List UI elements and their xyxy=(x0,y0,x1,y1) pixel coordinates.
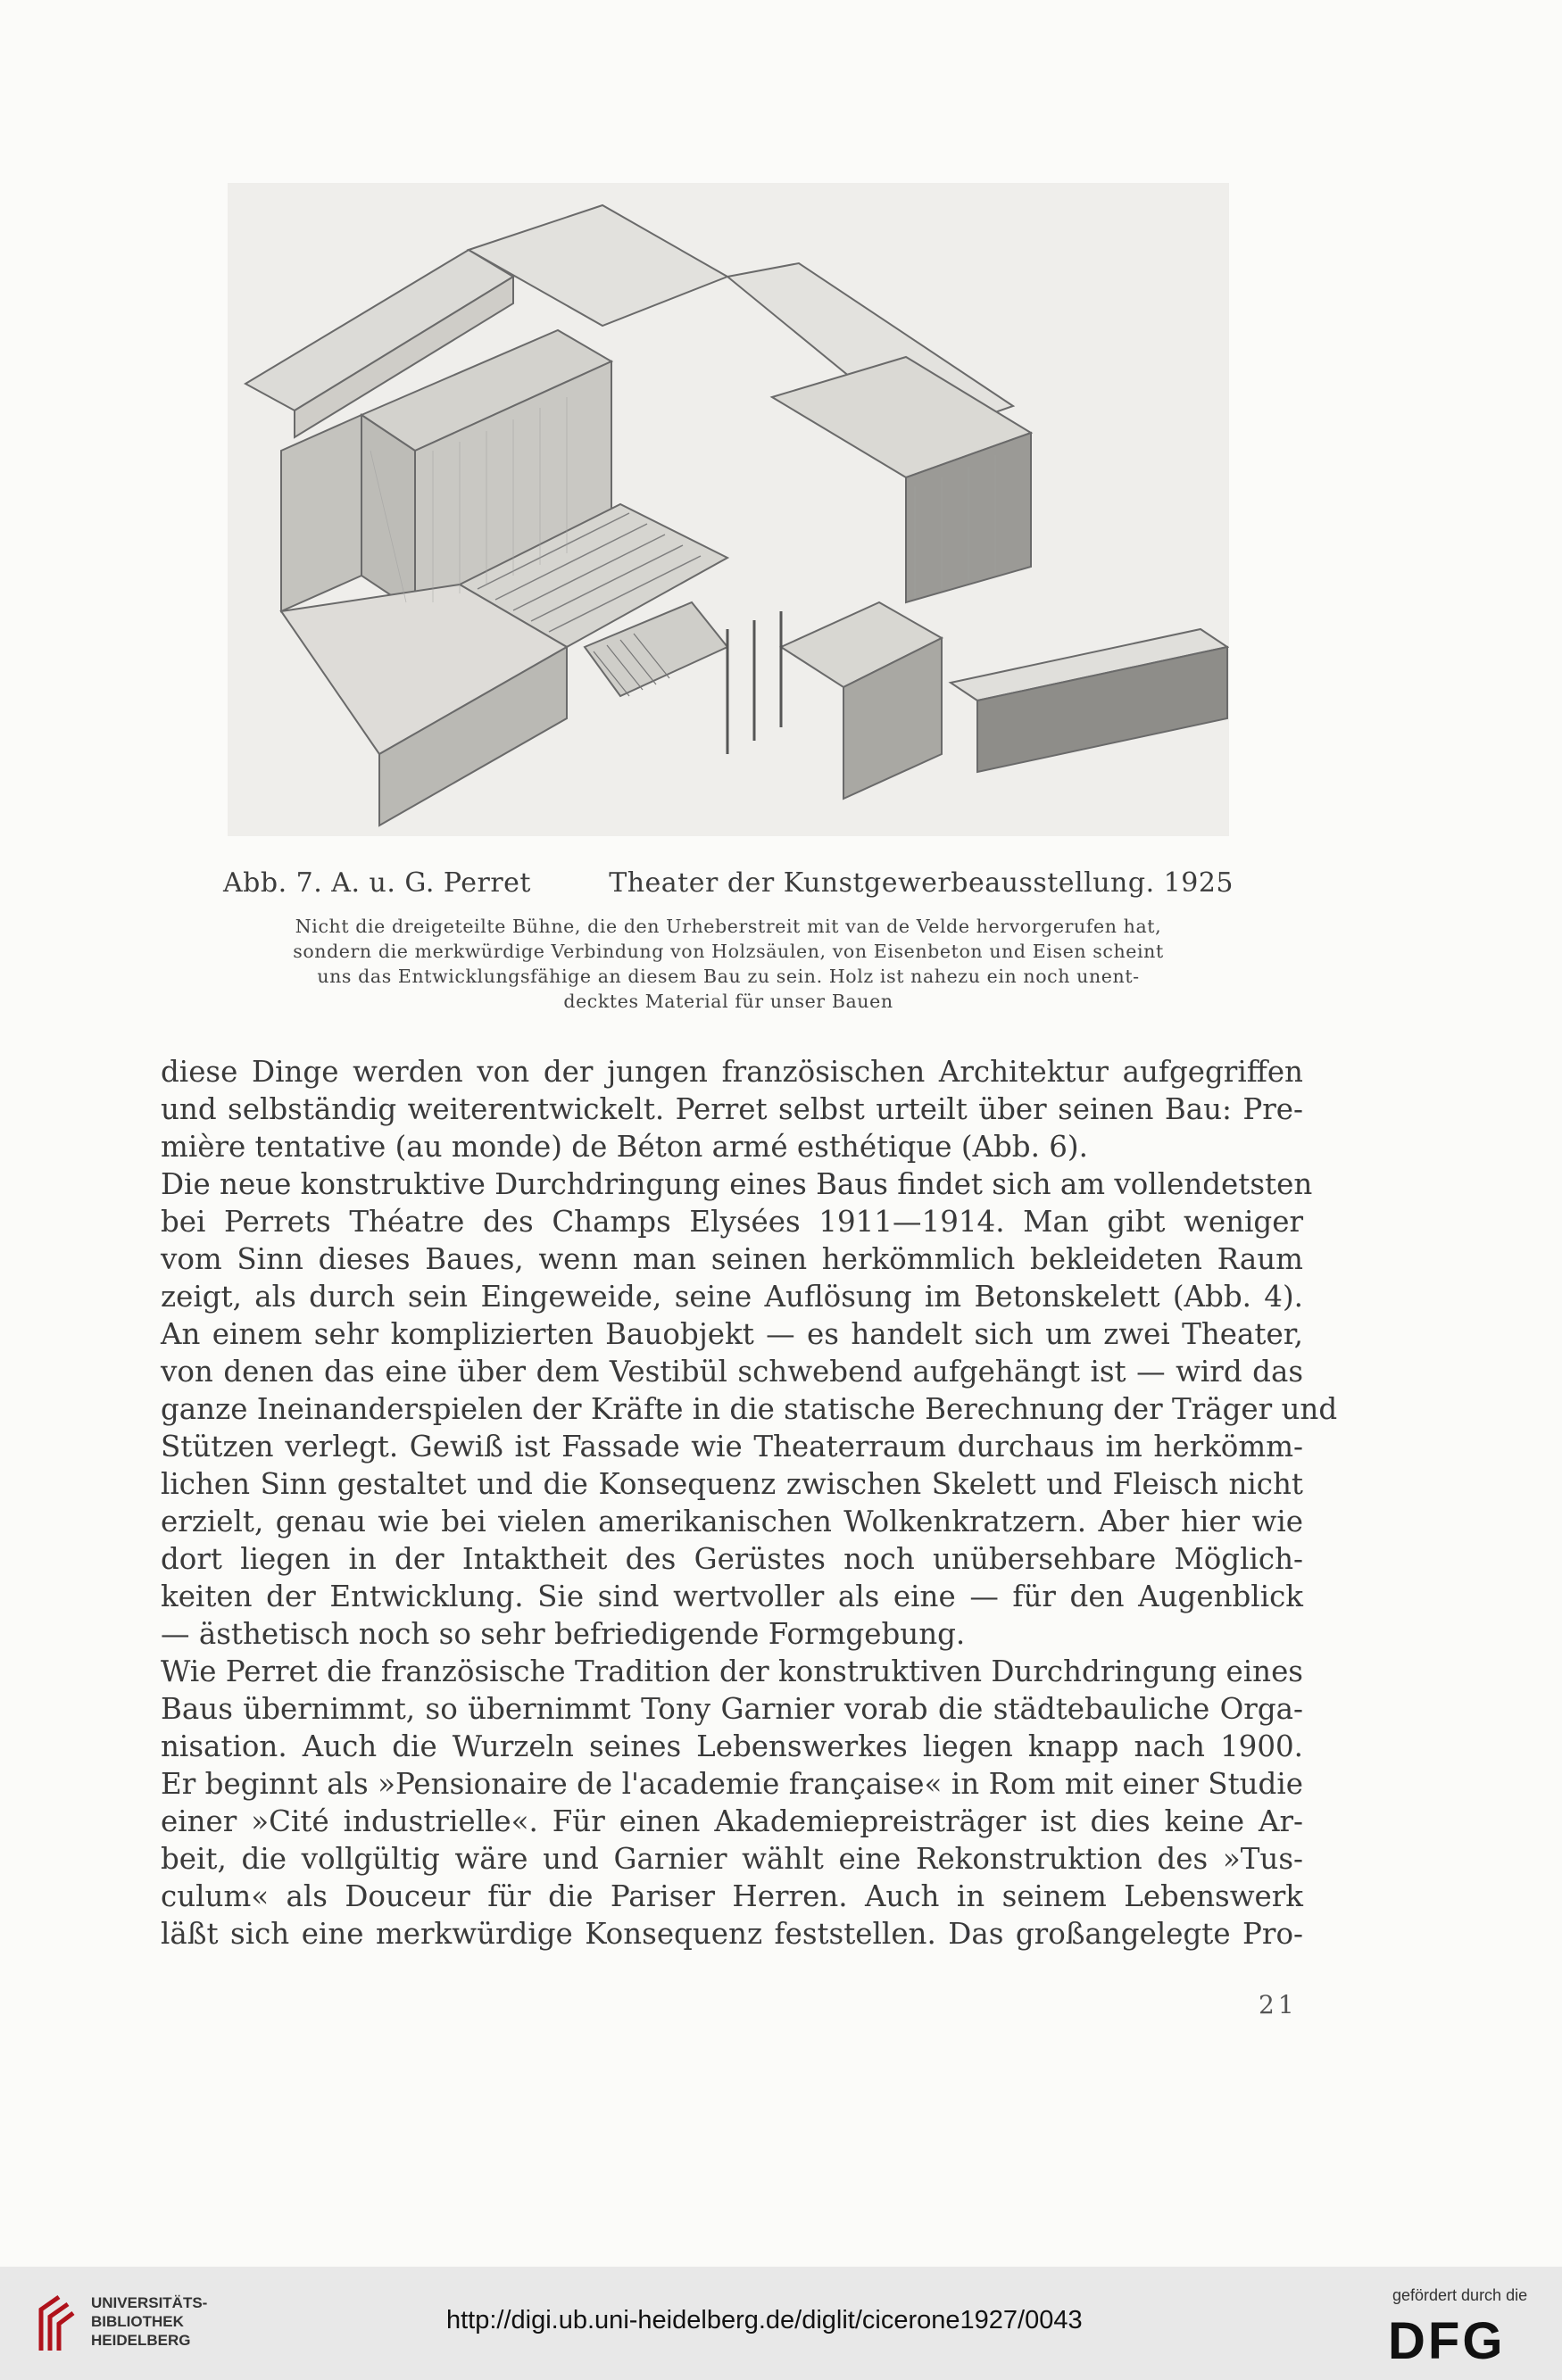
body-line: Wie Perret die französische Tradition der konstruktiven Durchdringung eines xyxy=(161,1654,1303,1688)
figure-description-line: Nicht die dreigeteilte Bühne, die den Urheberstreit mit van de Velde hervorgerufen hat, xyxy=(295,916,1162,937)
body-line: ganze Ineinanderspielen der Kräfte in die statische Berechnung der Träger und xyxy=(161,1392,1338,1426)
figure-description-line: sondern die merkwürdige Verbindung von Holzsäulen, von Eisenbeton und Eisen scheint xyxy=(293,941,1164,962)
body-line: und selbständig weiterentwickelt. Perret selbst urteilt über seinen Bau: Pre- xyxy=(161,1092,1303,1126)
body-text xyxy=(161,1053,1338,1953)
figure-caption-title: Theater der Kunstgewerbeausstellung. 1925 xyxy=(609,867,1234,899)
body-line: bei Perrets Théatre des Champs Elysées 1911—1914. Man gibt weniger xyxy=(161,1205,1303,1239)
figure-description-line: uns das Entwicklungsfähige an diesem Bau zu sein. Holz ist nahezu ein noch unent- xyxy=(317,966,1140,987)
body-line: Er beginnt als »Pensionaire de l'academie française« in Rom mit einer Studie xyxy=(161,1767,1303,1801)
figure-description-line: decktes Material für unser Bauen xyxy=(563,991,893,1012)
sponsor-label: gefördert durch die xyxy=(1392,2286,1528,2304)
university-library-logo-icon xyxy=(36,2292,77,2356)
body-line: culum« als Douceur für die Pariser Herren. Auch in seinem Lebenswerk xyxy=(161,1879,1303,1913)
body-line: vom Sinn dieses Baues, wenn man seinen herkömmlich bekleideten Raum xyxy=(161,1242,1303,1276)
dfg-logo: DFG xyxy=(1388,2312,1506,2370)
body-line: Baus übernimmt, so übernimmt Tony Garnier vorab die städtebauliche Orga- xyxy=(161,1692,1303,1726)
body-line: Die neue konstruktive Durchdringung eines Baus findet sich am vollendetsten xyxy=(161,1167,1313,1201)
body-line: läßt sich eine merkwürdige Konsequenz feststellen. Das großangelegte Pro- xyxy=(161,1917,1303,1951)
figure-theater-drawing xyxy=(228,183,1229,836)
body-line: mière tentative (au monde) de Béton armé esthétique (Abb. 6). xyxy=(161,1130,1088,1164)
digitization-footer xyxy=(0,2267,1562,2380)
library-name-line: UNIVERSITÄTS- xyxy=(91,2294,208,2311)
body-line: einer »Cité industrielle«. Für einen Akademiepreisträger ist dies keine Ar- xyxy=(161,1804,1303,1838)
library-name xyxy=(91,2293,207,2350)
body-line: — ästhetisch noch so sehr befriedigende Formgebung. xyxy=(161,1617,966,1651)
page-number: 21 xyxy=(1259,1990,1298,2019)
body-line: nisation. Auch die Wurzeln seines Lebenswerkes liegen knapp nach 1900. xyxy=(161,1729,1303,1763)
body-line: An einem sehr komplizierten Bauobjekt — es handelt sich um zwei Theater, xyxy=(161,1317,1303,1351)
library-name-line: HEIDELBERG xyxy=(91,2332,191,2349)
body-line: zeigt, als durch sein Eingeweide, seine Auflösung im Betonskelett (Abb. 4). xyxy=(161,1280,1303,1314)
body-line: keiten der Entwicklung. Sie sind wertvoller als eine — für den Augenblick xyxy=(161,1580,1303,1613)
isometric-theater-drawing-image xyxy=(228,183,1229,836)
body-line: beit, die vollgültig wäre und Garnier wählt eine Rekonstruktion des »Tus- xyxy=(161,1842,1303,1876)
body-line: von denen das eine über dem Vestibül schwebend aufgehängt ist — wird das xyxy=(161,1355,1303,1389)
digitization-url-link[interactable]: http://digi.ub.uni-heidelberg.de/diglit/cicerone1927/0043 xyxy=(446,2306,1083,2334)
figure-description xyxy=(223,914,1234,1014)
body-line: lichen Sinn gestaltet und die Konsequenz zwischen Skelett und Fleisch nicht xyxy=(161,1467,1303,1501)
body-line: erzielt, genau wie bei vielen amerikanischen Wolkenkratzern. Aber hier wie xyxy=(161,1505,1303,1538)
library-name-line: BIBLIOTHEK xyxy=(91,2313,184,2330)
body-line: diese Dinge werden von der jungen französischen Architektur aufgegriffen xyxy=(161,1055,1303,1089)
body-line: Stützen verlegt. Gewiß ist Fassade wie Theaterraum durchaus im herkömm- xyxy=(161,1430,1303,1464)
figure-caption-label: Abb. 7. A. u. G. Perret xyxy=(223,867,531,899)
body-line: dort liegen in der Intaktheit des Gerüstes noch unübersehbare Möglich- xyxy=(161,1542,1303,1576)
